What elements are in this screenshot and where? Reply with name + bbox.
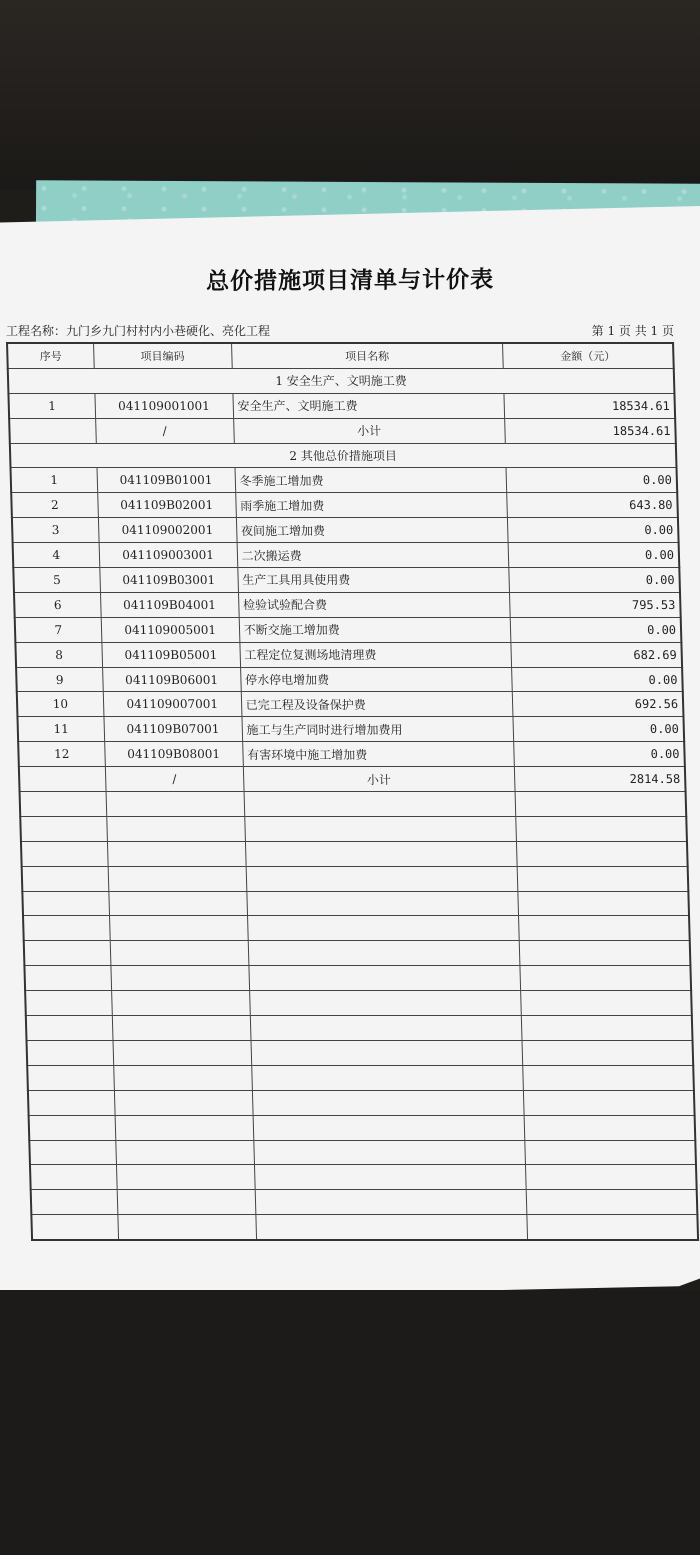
empty-cell [112, 1016, 251, 1041]
header-serial: 序号 [7, 343, 94, 368]
table-row [15, 617, 682, 642]
empty-cell [24, 966, 111, 991]
empty-cell [253, 1140, 525, 1165]
empty-cell [253, 1115, 525, 1140]
row-name: 有害环境中施工增加费 [242, 742, 514, 767]
subtotal-amount: 2814.58 [514, 767, 685, 792]
row-name: 冬季施工增加费 [235, 468, 507, 493]
empty-cell [522, 1065, 693, 1090]
empty-row [29, 1140, 696, 1165]
empty-cell [245, 841, 517, 866]
empty-row [29, 1115, 696, 1140]
row-name: 二次搬运费 [237, 543, 509, 568]
empty-cell [115, 1140, 254, 1165]
subtotal-serial [19, 767, 106, 792]
empty-cell [113, 1040, 252, 1065]
table-row [18, 742, 685, 767]
empty-cell [31, 1215, 118, 1240]
table-row [12, 518, 679, 543]
empty-cell [247, 891, 519, 916]
empty-row [26, 1016, 693, 1041]
table-row [14, 592, 681, 617]
empty-cell [515, 792, 686, 817]
row-serial: 1 [8, 393, 95, 418]
section-heading-row [10, 443, 677, 468]
subtotal-label: 小计 [243, 767, 515, 792]
row-serial: 10 [17, 692, 104, 717]
empty-cell [256, 1215, 528, 1240]
empty-cell [515, 816, 686, 841]
section-heading-row [8, 368, 675, 393]
project-name: 工程名称：九门乡九门村村内小巷硬化、亮化工程 [6, 324, 271, 338]
row-amount: 0.00 [513, 742, 684, 767]
row-name: 停水停电增加费 [240, 667, 512, 692]
empty-cell [108, 891, 247, 916]
empty-row [30, 1165, 697, 1190]
row-amount: 643.80 [506, 493, 677, 518]
document-meta [6, 322, 674, 339]
subtotal-code: / [95, 418, 234, 443]
empty-cell [22, 866, 109, 891]
empty-row [22, 891, 689, 916]
empty-cell [516, 841, 687, 866]
row-amount: 0.00 [506, 468, 677, 493]
row-serial: 1 [11, 468, 98, 493]
empty-cell [520, 966, 691, 991]
row-code: 041109B02001 [97, 493, 236, 518]
empty-row [20, 792, 687, 817]
row-serial: 11 [17, 717, 104, 742]
row-amount: 18534.61 [504, 393, 675, 418]
row-serial: 9 [16, 667, 103, 692]
row-name: 生产工具用具使用费 [237, 568, 509, 593]
empty-cell [113, 1065, 252, 1090]
row-code: 041109B05001 [102, 642, 241, 667]
table-row [8, 393, 675, 418]
empty-cell [244, 816, 516, 841]
empty-cell [29, 1140, 116, 1165]
empty-cell [111, 966, 250, 991]
row-amount: 682.69 [511, 642, 682, 667]
empty-cell [27, 1065, 114, 1090]
section-heading: 1 安全生产、文明施工费 [8, 368, 675, 393]
empty-cell [109, 916, 248, 941]
empty-cell [111, 991, 250, 1016]
section-heading: 2 其他总价措施项目 [10, 443, 677, 468]
empty-cell [251, 1040, 523, 1065]
empty-cell [254, 1165, 526, 1190]
row-amount: 0.00 [513, 717, 684, 742]
subtotal-row [9, 418, 676, 443]
empty-cell [22, 891, 109, 916]
table-body [8, 368, 698, 1240]
row-code: 041109002001 [98, 518, 237, 543]
empty-cell [116, 1165, 255, 1190]
empty-cell [26, 1016, 113, 1041]
empty-cell [525, 1165, 696, 1190]
row-amount: 0.00 [507, 518, 678, 543]
row-amount: 692.56 [512, 692, 683, 717]
empty-row [24, 941, 691, 966]
empty-cell [244, 792, 516, 817]
empty-cell [517, 866, 688, 891]
row-amount: 0.00 [509, 568, 680, 593]
table-header-row [7, 343, 674, 368]
table-row [13, 568, 680, 593]
row-amount: 0.00 [510, 617, 681, 642]
row-serial: 6 [14, 592, 101, 617]
subtotal-row [19, 767, 686, 792]
empty-cell [246, 866, 518, 891]
empty-cell [521, 1016, 692, 1041]
row-serial: 3 [12, 518, 99, 543]
empty-row [23, 916, 690, 941]
row-serial: 4 [13, 543, 100, 568]
empty-cell [526, 1190, 697, 1215]
row-name: 施工与生产同时进行增加费用 [242, 717, 514, 742]
empty-row [27, 1065, 694, 1090]
row-serial: 7 [15, 617, 102, 642]
empty-cell [20, 816, 107, 841]
row-code: 041109003001 [99, 543, 238, 568]
table-row [15, 642, 682, 667]
row-amount: 0.00 [511, 667, 682, 692]
table-row [16, 667, 683, 692]
empty-cell [107, 841, 246, 866]
empty-row [25, 991, 692, 1016]
empty-cell [117, 1190, 256, 1215]
empty-cell [518, 891, 689, 916]
empty-cell [106, 792, 245, 817]
empty-cell [250, 1016, 522, 1041]
empty-cell [520, 991, 691, 1016]
empty-cell [527, 1215, 699, 1240]
subtotal-code: / [105, 767, 244, 792]
row-code: 041109B07001 [104, 717, 243, 742]
table-row [17, 692, 684, 717]
empty-cell [522, 1040, 693, 1065]
row-name: 工程定位复测场地清理费 [240, 642, 512, 667]
header-amount: 金额（元） [502, 343, 674, 368]
table-row [11, 468, 678, 493]
row-code: 041109B01001 [97, 468, 236, 493]
row-code: 041109005001 [101, 617, 240, 642]
empty-cell [108, 866, 247, 891]
header-name: 项目名称 [231, 343, 503, 368]
pricing-table [6, 342, 699, 1241]
empty-row [21, 841, 688, 866]
empty-row [22, 866, 689, 891]
empty-cell [27, 1040, 114, 1065]
empty-cell [106, 816, 245, 841]
row-serial: 8 [15, 642, 102, 667]
empty-cell [30, 1165, 117, 1190]
row-serial: 2 [11, 493, 98, 518]
empty-cell [249, 966, 521, 991]
row-name: 夜间施工增加费 [236, 518, 508, 543]
row-code: 041109B03001 [99, 568, 238, 593]
empty-cell [519, 941, 690, 966]
empty-cell [252, 1090, 524, 1115]
empty-cell [110, 941, 249, 966]
empty-cell [518, 916, 689, 941]
empty-cell [115, 1115, 254, 1140]
table-row [17, 717, 684, 742]
row-code: 041109B04001 [100, 592, 239, 617]
empty-cell [249, 991, 521, 1016]
empty-cell [248, 941, 520, 966]
empty-cell [118, 1215, 257, 1240]
subtotal-label: 小计 [233, 418, 505, 443]
row-code: 041109007001 [103, 692, 242, 717]
table-row [11, 493, 678, 518]
empty-cell [25, 991, 112, 1016]
empty-cell [255, 1190, 527, 1215]
empty-cell [31, 1190, 118, 1215]
empty-row [24, 966, 691, 991]
row-amount: 795.53 [509, 592, 680, 617]
row-code: 041109B06001 [102, 667, 241, 692]
row-name: 已完工程及设备保护费 [241, 692, 513, 717]
row-code: 041109001001 [95, 393, 234, 418]
empty-cell [24, 941, 111, 966]
empty-row [28, 1090, 695, 1115]
header-code: 项目编码 [93, 343, 232, 368]
subtotal-amount: 18534.61 [504, 418, 675, 443]
document-title: 总价措施项目清单与计价表 [205, 266, 495, 296]
page-info: 第 1 页 共 1 页 [591, 324, 674, 338]
row-name: 不断交施工增加费 [239, 617, 511, 642]
row-serial: 12 [18, 742, 105, 767]
empty-row [31, 1215, 698, 1240]
empty-row [27, 1040, 694, 1065]
empty-cell [523, 1090, 694, 1115]
empty-cell [251, 1065, 523, 1090]
empty-cell [29, 1115, 116, 1140]
empty-cell [20, 792, 107, 817]
empty-cell [524, 1115, 695, 1140]
empty-row [20, 816, 687, 841]
empty-cell [114, 1090, 253, 1115]
table-row [13, 543, 680, 568]
empty-cell [524, 1140, 695, 1165]
row-serial: 5 [13, 568, 100, 593]
empty-cell [247, 916, 519, 941]
row-name: 检验试验配合费 [238, 592, 510, 617]
empty-cell [28, 1090, 115, 1115]
row-amount: 0.00 [508, 543, 679, 568]
row-name: 安全生产、文明施工费 [233, 393, 505, 418]
empty-row [31, 1190, 698, 1215]
empty-cell [21, 841, 108, 866]
row-name: 雨季施工增加费 [235, 493, 507, 518]
empty-cell [23, 916, 110, 941]
subtotal-serial [9, 418, 96, 443]
row-code: 041109B08001 [104, 742, 243, 767]
pricing-table-wrapper [6, 342, 699, 1241]
